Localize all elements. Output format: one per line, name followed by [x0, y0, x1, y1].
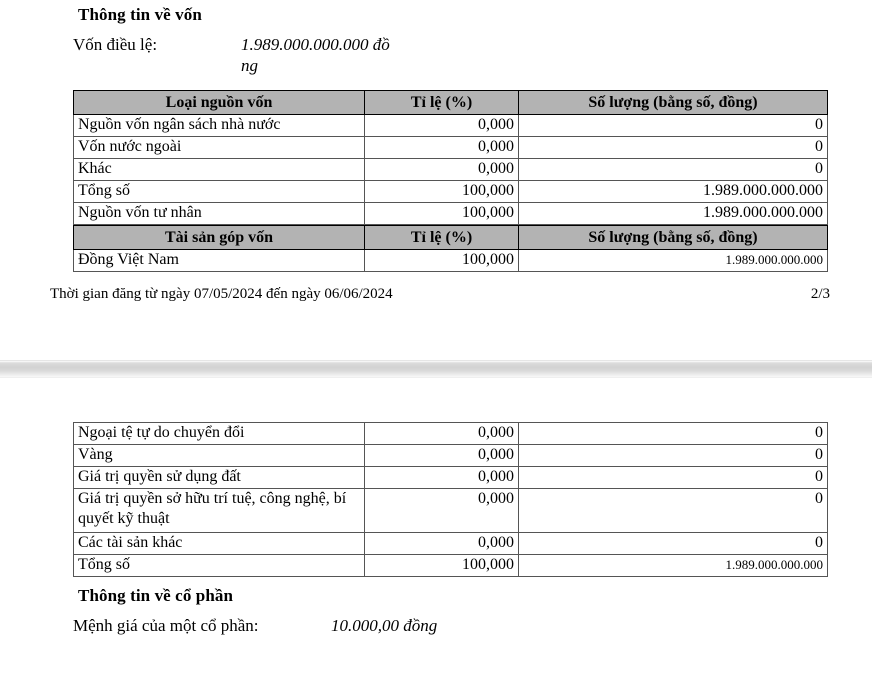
cell-quantity: 1.989.000.000.000: [519, 555, 828, 577]
page-break-separator: [0, 360, 872, 378]
cell-rate: 0,000: [365, 137, 519, 159]
par-value-amount: 10.000,00 đồng: [331, 616, 438, 635]
table-row-total: [74, 555, 828, 577]
table-row: [74, 533, 828, 555]
cell-asset-type: Vàng: [74, 445, 365, 467]
cell-quantity: 0: [519, 533, 828, 555]
table-row: [74, 250, 828, 272]
cell-rate: 0,000: [365, 533, 519, 555]
table-row: [74, 423, 828, 445]
par-value-row: [73, 615, 872, 636]
cell-rate: 0,000: [365, 467, 519, 489]
cell-rate: 0,000: [365, 445, 519, 467]
page-number: 2/3: [810, 286, 830, 302]
column-header-capital-type: Loại nguồn vốn: [74, 91, 365, 115]
column-header-quantity: Số lượng (bằng số, đồng): [519, 226, 828, 250]
cell-capital-type: Khác: [74, 159, 365, 181]
cell-quantity: 0: [519, 137, 828, 159]
share-info-heading: Thông tin về cổ phần: [78, 586, 234, 605]
cell-rate: 0,000: [365, 159, 519, 181]
table-row: [74, 137, 828, 159]
charter-capital-label: Vốn điều lệ:: [73, 35, 158, 54]
cell-quantity: 0: [519, 159, 828, 181]
cell-capital-type: Nguồn vốn ngân sách nhà nước: [74, 115, 365, 137]
cell-rate: 0,000: [365, 489, 519, 533]
cell-asset-type: Các tài sản khác: [74, 533, 365, 555]
cell-rate: 0,000: [365, 423, 519, 445]
cell-quantity: 0: [519, 423, 828, 445]
charter-capital-value: 1.989.000.000.000 đồng: [241, 35, 390, 75]
table-row: [74, 115, 828, 137]
cell-capital-type: Nguồn vốn tư nhân: [74, 203, 365, 225]
table-row: [74, 203, 828, 225]
table-header-row: [74, 91, 828, 115]
document-page-two: [0, 422, 872, 636]
cell-quantity: 1.989.000.000.000: [519, 181, 828, 203]
cell-asset-type: Đồng Việt Nam: [74, 250, 365, 272]
cell-asset-type: Giá trị quyền sở hữu trí tuệ, công nghệ, bí quyết kỹ thuật: [74, 489, 365, 533]
cell-quantity: 0: [519, 467, 828, 489]
cell-asset-type: Tổng số: [74, 555, 365, 577]
table-row: [74, 445, 828, 467]
cell-quantity: 1.989.000.000.000: [519, 203, 828, 225]
cell-capital-type: Tổng số: [74, 181, 365, 203]
table-row: [74, 489, 828, 533]
page-footer: [50, 284, 830, 304]
posting-period-text: Thời gian đăng từ ngày 07/05/2024 đến ngày 06/06/2024: [50, 286, 393, 302]
cell-rate: 100,000: [365, 203, 519, 225]
column-header-rate: Tỉ lệ (%): [365, 91, 519, 115]
page-title: Thông tin về vốn: [78, 5, 202, 24]
cell-quantity: 0: [519, 445, 828, 467]
cell-rate: 100,000: [365, 250, 519, 272]
assets-table-continued: [73, 422, 828, 577]
cell-rate: 0,000: [365, 115, 519, 137]
cell-quantity: 1.989.000.000.000: [519, 250, 828, 272]
cell-capital-type: Vốn nước ngoài: [74, 137, 365, 159]
table-row: [74, 467, 828, 489]
cell-asset-type: Giá trị quyền sử dụng đất: [74, 467, 365, 489]
cell-asset-type: Ngoại tệ tự do chuyển đổi: [74, 423, 365, 445]
column-header-asset-type: Tài sản góp vốn: [74, 226, 365, 250]
column-header-quantity: Số lượng (bằng số, đồng): [519, 91, 828, 115]
charter-capital-row: [73, 34, 872, 76]
column-header-rate: Tỉ lệ (%): [365, 226, 519, 250]
table-row-total: [74, 181, 828, 203]
cell-rate: 100,000: [365, 181, 519, 203]
table-row: [74, 159, 828, 181]
cell-quantity: 0: [519, 489, 828, 533]
cell-quantity: 0: [519, 115, 828, 137]
document-page-one: [0, 0, 872, 304]
cell-rate: 100,000: [365, 555, 519, 577]
table-header-row: [74, 226, 828, 250]
par-value-label: Mệnh giá của một cổ phần:: [73, 616, 259, 635]
contributed-assets-table: [73, 225, 828, 272]
capital-source-table: [73, 90, 828, 225]
